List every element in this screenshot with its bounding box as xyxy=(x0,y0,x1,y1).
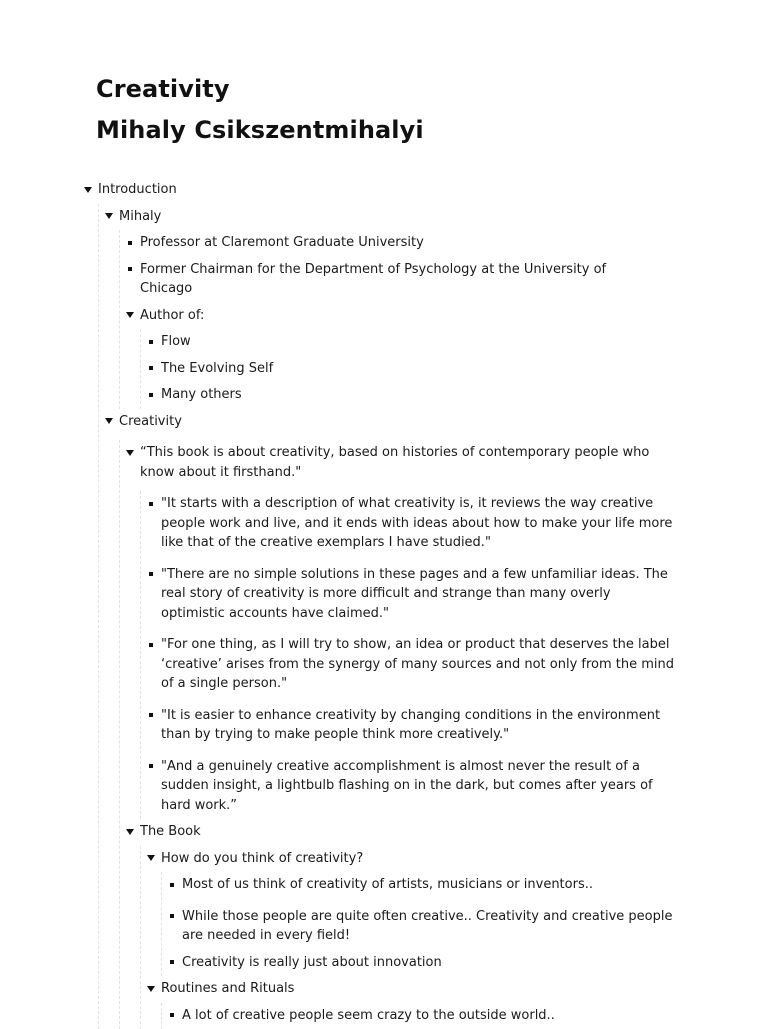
outline-item-text: Former Chairman for the Department of Psychology at the University of Chicago xyxy=(140,260,660,299)
outline-children xyxy=(162,1003,678,1029)
outline-children xyxy=(120,230,678,409)
outline-children xyxy=(141,491,678,819)
outline-item xyxy=(141,329,678,356)
bullet-icon xyxy=(141,757,161,777)
outline-item xyxy=(141,703,678,749)
outline-item xyxy=(141,382,678,409)
outline-row[interactable] xyxy=(141,382,678,409)
outline-item xyxy=(141,491,678,557)
triangle-down-icon xyxy=(147,986,155,992)
outline-item-text: The Book xyxy=(140,822,660,842)
bullet-icon xyxy=(120,260,140,280)
outline-row[interactable] xyxy=(120,303,678,330)
square-bullet-icon xyxy=(149,764,153,768)
outline-item-text: While those people are quite often creative.. Creativity and creative people are needed in every field! xyxy=(182,907,678,946)
outline-item-text: Most of us think of creativity of artists, musicians or inventors.. xyxy=(182,875,678,895)
outline-item-text: Mihaly xyxy=(119,207,639,227)
outline-item xyxy=(141,356,678,383)
outline-tree xyxy=(78,177,678,1029)
outline-item-text: Flow xyxy=(161,332,678,352)
square-bullet-icon xyxy=(170,960,174,964)
outline-row[interactable] xyxy=(162,1003,678,1029)
square-bullet-icon xyxy=(170,883,174,887)
outline-children xyxy=(141,846,678,1029)
outline-item xyxy=(141,846,678,977)
bullet-icon xyxy=(162,1006,182,1026)
triangle-down-icon xyxy=(105,418,113,424)
outline-row[interactable] xyxy=(141,329,678,356)
outline-row[interactable] xyxy=(162,950,678,977)
bullet-icon xyxy=(162,907,182,927)
collapse-toggle-icon[interactable] xyxy=(120,306,140,326)
outline-children xyxy=(99,204,678,1029)
outline-item-text: Author of: xyxy=(140,306,660,326)
outline-item xyxy=(141,562,678,628)
outline-item-text: "There are no simple solutions in these pages and a few unfamiliar ideas. The real story of creativity is more difficult and strange than many overly optimistic accounts have claimed." xyxy=(161,565,678,624)
outline-item-text: The Evolving Self xyxy=(161,359,678,379)
outline-row[interactable] xyxy=(99,204,678,231)
outline-item xyxy=(141,754,678,820)
outline-row[interactable] xyxy=(141,846,678,873)
outline-row[interactable] xyxy=(141,703,678,749)
outline-item-text: "It starts with a description of what creativity is, it reviews the way creative people work and live, and it ends with ideas about how to make your life more like that of the creative exemplars I have studied." xyxy=(161,494,678,553)
bullet-icon xyxy=(120,233,140,253)
triangle-down-icon xyxy=(126,829,134,835)
document-title: Creativity xyxy=(96,74,230,104)
square-bullet-icon xyxy=(149,713,153,717)
collapse-toggle-icon[interactable] xyxy=(141,979,161,999)
outline-row[interactable] xyxy=(162,904,678,950)
outline-row[interactable] xyxy=(78,177,678,204)
outline-item-text: “This book is about creativity, based on histories of contemporary people who know about it firsthand." xyxy=(140,443,660,482)
outline-item xyxy=(162,1003,678,1029)
outline-row[interactable] xyxy=(141,632,678,698)
collapse-toggle-icon[interactable] xyxy=(99,207,119,227)
bullet-icon xyxy=(162,875,182,895)
square-bullet-icon xyxy=(128,267,132,271)
bullet-icon xyxy=(141,635,161,655)
outline-item-text: Many others xyxy=(161,385,678,405)
square-bullet-icon xyxy=(149,572,153,576)
square-bullet-icon xyxy=(149,502,153,506)
outline-item xyxy=(120,303,678,409)
outline-item-text: Professor at Claremont Graduate University xyxy=(140,233,660,253)
outline-item xyxy=(120,257,678,303)
square-bullet-icon xyxy=(149,340,153,344)
outline-item xyxy=(78,177,678,1029)
outline-item-text: Introduction xyxy=(98,180,618,200)
triangle-down-icon xyxy=(105,213,113,219)
outline-item xyxy=(99,204,678,409)
outline-item xyxy=(120,230,678,257)
outline-item-text: "And a genuinely creative accomplishment is almost never the result of a sudden insight, a lightbulb flashing on in the dark, but comes after years of hard work.” xyxy=(161,757,678,816)
outline-item xyxy=(141,632,678,698)
triangle-down-icon xyxy=(126,450,134,456)
document-subtitle: Mihaly Csikszentmihalyi xyxy=(96,115,424,145)
collapse-toggle-icon[interactable] xyxy=(99,412,119,432)
outline-row[interactable] xyxy=(120,257,678,303)
outline-item-text: "For one thing, as I will try to show, an idea or product that deserves the label ‘creative’ arises from the synergy of many sources and not only from the mind of a single person." xyxy=(161,635,678,694)
bullet-icon xyxy=(141,332,161,352)
bullet-icon xyxy=(141,385,161,405)
outline-item-text: A lot of creative people seem crazy to the outside world.. xyxy=(182,1006,678,1026)
bullet-icon xyxy=(141,494,161,514)
outline-row[interactable] xyxy=(99,409,678,436)
outline-row[interactable] xyxy=(141,976,678,1003)
outline-children xyxy=(162,872,678,976)
outline-item xyxy=(120,440,678,819)
collapse-toggle-icon[interactable] xyxy=(78,180,98,200)
triangle-down-icon xyxy=(84,187,92,193)
outline-item xyxy=(162,872,678,899)
triangle-down-icon xyxy=(147,855,155,861)
square-bullet-icon xyxy=(149,643,153,647)
outline-row[interactable] xyxy=(141,754,678,820)
outline-item xyxy=(99,409,678,1029)
bullet-icon xyxy=(162,953,182,973)
bullet-icon xyxy=(141,359,161,379)
outline-item-text: "It is easier to enhance creativity by changing conditions in the environment than by trying to make people think more creatively." xyxy=(161,706,678,745)
outline-children xyxy=(141,329,678,409)
outline-item xyxy=(162,950,678,977)
outline-item-text: How do you think of creativity? xyxy=(161,849,678,869)
outline-row[interactable] xyxy=(141,356,678,383)
square-bullet-icon xyxy=(170,1013,174,1017)
collapse-toggle-icon[interactable] xyxy=(120,443,140,463)
outline-item xyxy=(120,819,678,1029)
outline-item xyxy=(141,976,678,1029)
collapse-toggle-icon[interactable] xyxy=(141,849,161,869)
outline-row[interactable] xyxy=(141,491,678,557)
square-bullet-icon xyxy=(149,393,153,397)
outline-children xyxy=(120,440,678,1029)
outline-item-text: Creativity xyxy=(119,412,639,432)
outline-item xyxy=(162,904,678,950)
outline-row[interactable] xyxy=(120,440,678,486)
square-bullet-icon xyxy=(149,366,153,370)
collapse-toggle-icon[interactable] xyxy=(120,822,140,842)
square-bullet-icon xyxy=(170,914,174,918)
outline-row[interactable] xyxy=(162,872,678,899)
outline-item-text: Routines and Rituals xyxy=(161,979,678,999)
triangle-down-icon xyxy=(126,312,134,318)
outline-row[interactable] xyxy=(141,562,678,628)
outline-root xyxy=(78,177,678,1029)
outline-item-text: Creativity is really just about innovation xyxy=(182,953,678,973)
outline-row[interactable] xyxy=(120,230,678,257)
outline-row[interactable] xyxy=(120,819,678,846)
square-bullet-icon xyxy=(128,241,132,245)
bullet-icon xyxy=(141,565,161,585)
bullet-icon xyxy=(141,706,161,726)
